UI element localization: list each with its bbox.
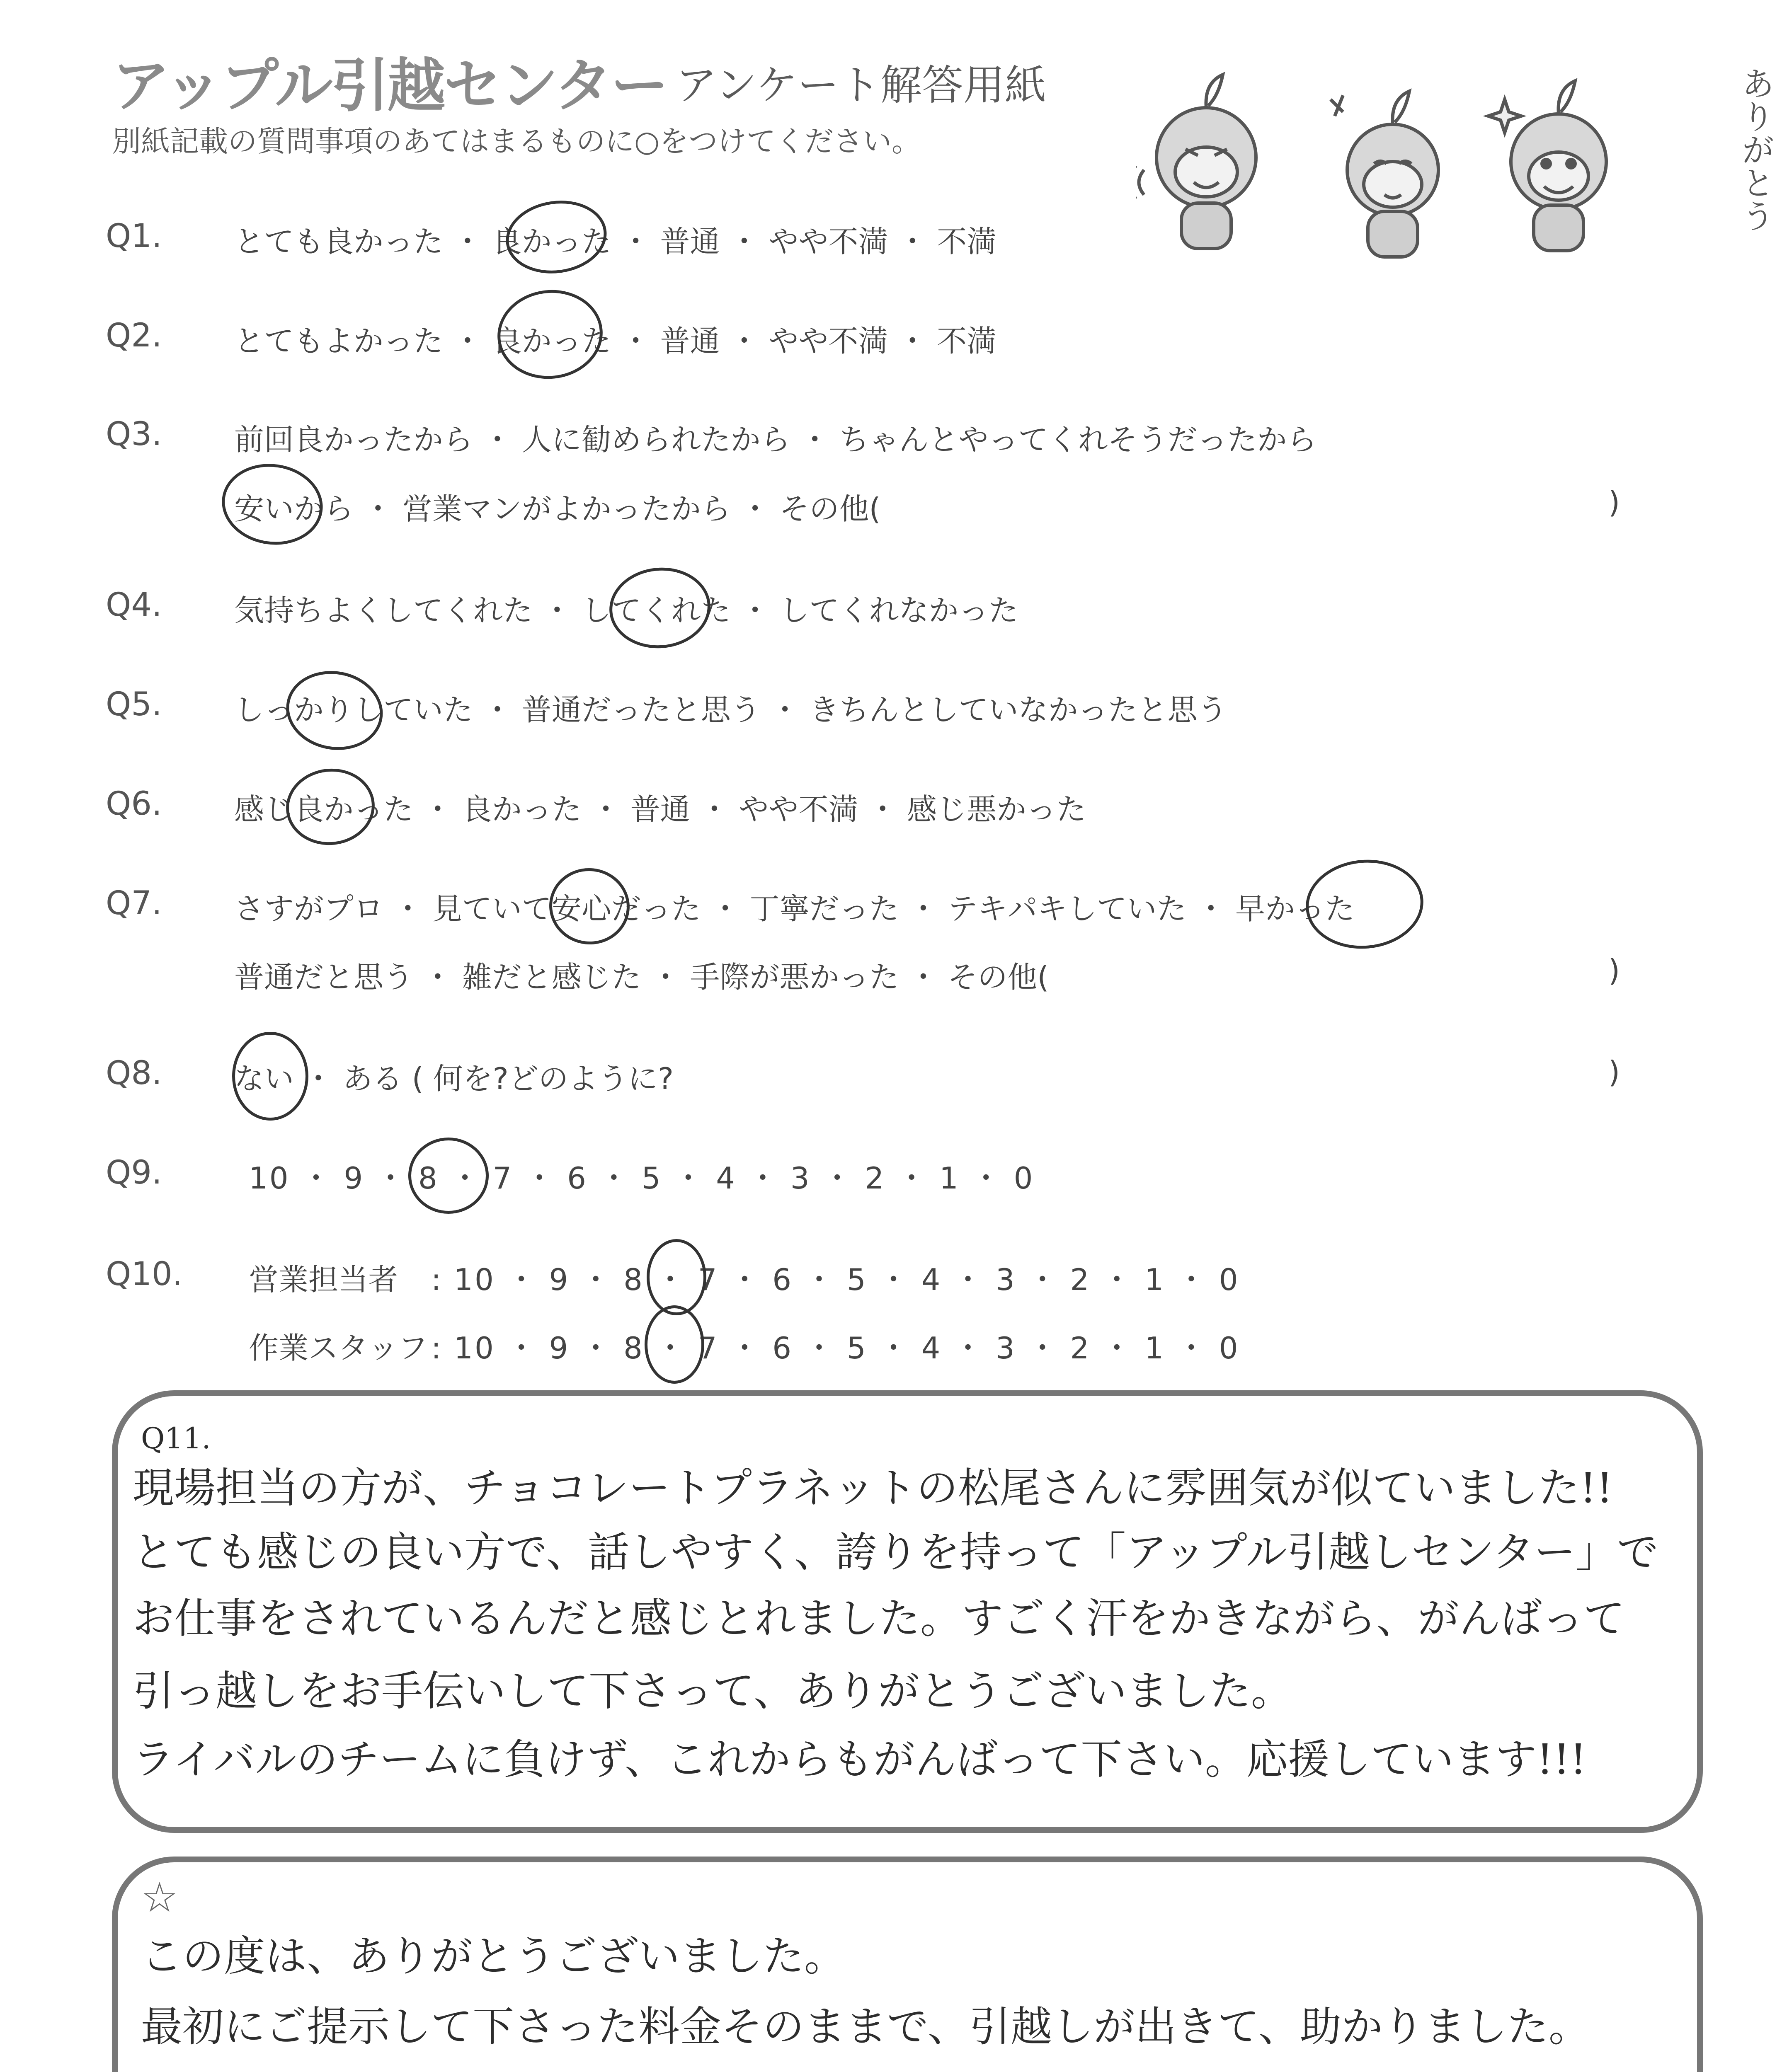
q9-answer-circle <box>408 1138 489 1214</box>
q6-options: 感じ良かった ・ 良かった ・ 普通 ・ やや不満 ・ 感じ悪かった <box>234 792 1086 827</box>
q3-options-line1: 前回良かったから ・ 人に勧められたから ・ ちゃんとやってくれそうだったから <box>234 422 1317 457</box>
q8-close-paren: ) <box>1608 1055 1620 1089</box>
q5-answer-circle <box>280 663 389 758</box>
q11-line-5: ライバルのチームに負けず、これからもがんばって下さい。応援しています!!! <box>133 1735 1587 1784</box>
q11-label: Q11. <box>141 1421 211 1455</box>
q2-options: とてもよかった ・ 良かった ・ 普通 ・ やや不満 ・ 不満 <box>234 324 997 358</box>
q10-staff-answer-circle <box>645 1305 704 1384</box>
form-title: アンケート解答用紙 <box>676 61 1046 109</box>
q1-answer-circle <box>501 194 611 280</box>
mascot-caption: ありがとう <box>1736 66 1775 232</box>
q4-number: Q4. <box>106 586 162 624</box>
q8-number: Q8. <box>106 1055 162 1092</box>
instruction-text: 別紙記載の質問事項のあてはまるものに○をつけてください。 <box>112 124 921 158</box>
q7-close-paren: ) <box>1608 953 1620 988</box>
q9-scale: 10 ・ 9 ・ 8 ・ 7 ・ 6 ・ 5 ・ 4 ・ 3 ・ 2 ・ 1 ・ 0 <box>249 1161 1035 1196</box>
comment-line-2: 最初にご提示して下さった料金そのままで、引越しが出きて、助かりました。 <box>141 2002 1590 2051</box>
q11-line-1: 現場担当の方が、チョコレートプラネットの松尾さんに雰囲気が似ていました!! <box>133 1464 1613 1512</box>
q10-number: Q10. <box>106 1256 183 1293</box>
q7-options-line2: 普通だと思う ・ 雑だと感じた ・ 手際が悪かった ・ その他( <box>234 960 1049 995</box>
q5-options: しっかりしていた ・ 普通だったと思う ・ きちんとしていなかったと思う <box>234 692 1227 727</box>
q10-sales-scale: : 10 ・ 9 ・ 8 ・ 7 ・ 6 ・ 5 ・ 4 ・ 3 ・ 2 ・ 1 ・ 0 <box>431 1262 1240 1297</box>
q11-line-2: とても感じの良い方で、話しやすく、誇りを持って「アップル引越しセンター」で <box>133 1528 1658 1576</box>
q10-sales-answer-circle <box>647 1239 706 1315</box>
q8-answer-circle <box>232 1032 308 1121</box>
mascot-illustration <box>1136 62 1675 269</box>
comment-line-1: この度は、ありがとうございました。 <box>141 1932 846 1980</box>
q6-answer-circle <box>282 764 378 849</box>
q4-answer-circle <box>606 564 714 653</box>
q7-answer-circle-2 <box>1302 855 1427 954</box>
q1-options: とても良かった ・ 良かった ・ 普通 ・ やや不満 ・ 不満 <box>234 224 997 259</box>
q2-number: Q2. <box>106 317 162 354</box>
q5-number: Q5. <box>106 686 162 723</box>
q3-answer-circle <box>217 457 328 551</box>
q6-number: Q6. <box>106 785 162 823</box>
q7-number: Q7. <box>106 885 162 922</box>
q10-staff-scale: : 10 ・ 9 ・ 8 ・ 7 ・ 6 ・ 5 ・ 4 ・ 3 ・ 2 ・ 1 ・ 0 <box>431 1331 1240 1365</box>
q3-close-paren: ) <box>1608 485 1620 520</box>
q8-options: ない ・ ある ( 何を?どのように? <box>234 1061 674 1096</box>
q10-staff-label: 作業スタッフ <box>249 1331 428 1365</box>
q4-options: 気持ちよくしてくれた ・ してくれた ・ してくれなかった <box>234 593 1018 628</box>
q3-options-line2: 安いから ・ 営業マンがよかったから ・ その他( <box>234 491 881 526</box>
q7-answer-circle-1 <box>546 864 633 948</box>
q11-line-4: 引っ越しをお手伝いして下さって、ありがとうございました。 <box>133 1667 1292 1715</box>
q11-line-3: お仕事をされているんだと感じとれました。すごく汗をかきながら、がんばって <box>133 1594 1625 1643</box>
q10-sales-label: 営業担当者 <box>249 1262 398 1297</box>
star-icon: ☆ <box>141 1873 178 1922</box>
q3-number: Q3. <box>106 416 162 453</box>
brand-name: アップル引越センター <box>112 52 667 120</box>
q2-answer-circle <box>493 285 607 384</box>
q1-number: Q1. <box>106 218 162 255</box>
comment-line-3 <box>141 2064 1623 2072</box>
q9-number: Q9. <box>106 1154 162 1191</box>
q7-options-line1: さすがプロ ・ 見ていて安心だった ・ 丁寧だった ・ テキパキしていた ・ 早かった <box>234 891 1355 926</box>
